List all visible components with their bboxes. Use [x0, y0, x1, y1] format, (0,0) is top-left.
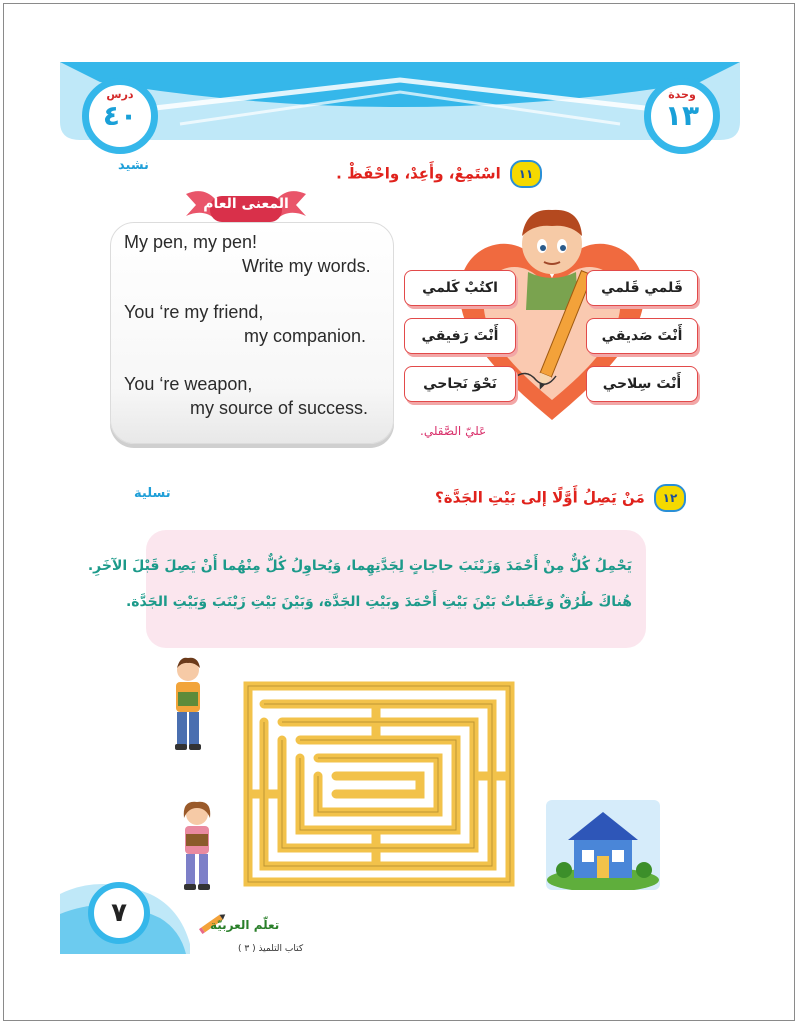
story-line-2: هُناكَ طُرُقٌ وَعَقَباتٌ بَيْنَ بَيْتِ أَحْمَدَ وبَيْتِ الجَدَّة، وَبَيْنَ بَيْتِ زَيْنَبَ وَبَيْتِ الجَدَّة.: [125, 594, 632, 610]
poem-line-6: my source of success.: [190, 398, 369, 418]
section1-tag: نشيد: [118, 158, 149, 173]
lesson-badge: [82, 78, 158, 154]
section2-instruction: [435, 484, 686, 512]
grandma-house-icon: [546, 800, 660, 890]
arabic-word-6: نَحْوَ نَجاحي: [404, 366, 516, 402]
story-box: [87, 530, 646, 648]
poem-line-2: Write my words.: [242, 256, 371, 276]
poem-line-4: my companion.: [244, 326, 367, 346]
arabic-word-3: أَنْتَ صَديقي: [586, 318, 698, 354]
section1-instruction: [336, 160, 542, 188]
boy-ahmad-icon: [160, 656, 216, 756]
section2-instruction-text: مَنْ يَصِلُ أَوَّلًا إلى بَيْتِ الجَدَّة؟: [435, 488, 645, 507]
unit-number: ١٣: [664, 99, 700, 132]
section1-number: ١١: [510, 160, 542, 188]
footer-book-label: كتاب التلميذ ( ٣ ): [238, 944, 304, 954]
arabic-word-1: قَلمي قَلمي: [586, 270, 698, 306]
page-number: ٧: [88, 882, 150, 944]
lesson-label: درس: [106, 88, 134, 101]
section2-number: ١٢: [654, 484, 686, 512]
unit-label: وحدة: [668, 88, 696, 101]
footer-series-title: تعلّم العربيّة: [210, 918, 280, 932]
arabic-word-5: أَنْتَ سِلاحي: [586, 366, 698, 402]
arabic-word-4: أَنْتَ رَفيقي: [404, 318, 516, 354]
poem-line-5: You ‘re weapon,: [124, 374, 253, 394]
section2-tag: تسلية: [134, 486, 171, 501]
ribbon-title: المعنى العام: [203, 196, 289, 212]
maze-illustration: [236, 676, 522, 892]
lesson-number: ٤٠: [102, 99, 138, 132]
unit-badge: [644, 78, 720, 154]
poem-line-1: My pen, my pen!: [124, 232, 258, 252]
section1-instruction-text: اسْتَمِعْ، وأَعِدْ، واحْفَظْ .: [336, 164, 501, 183]
poem-line-3: You ‘re my friend,: [124, 302, 264, 322]
header-band: [60, 62, 740, 140]
arabic-word-2: اكتُبْ كَلمي: [404, 270, 516, 306]
story-line-1: يَحْمِلُ كُلٌّ مِنْ أَحْمَدَ وَزَيْنَبَ حاجاتٍ لِجَدَّتِهِما، وَيُحاوِلُ كُلٌّ مِنْهُما أَنْ يَصِلَ قَبْلَ الآخَرِ.: [87, 558, 632, 574]
poem-author: عَليّ الصَّقلي.: [420, 424, 487, 438]
